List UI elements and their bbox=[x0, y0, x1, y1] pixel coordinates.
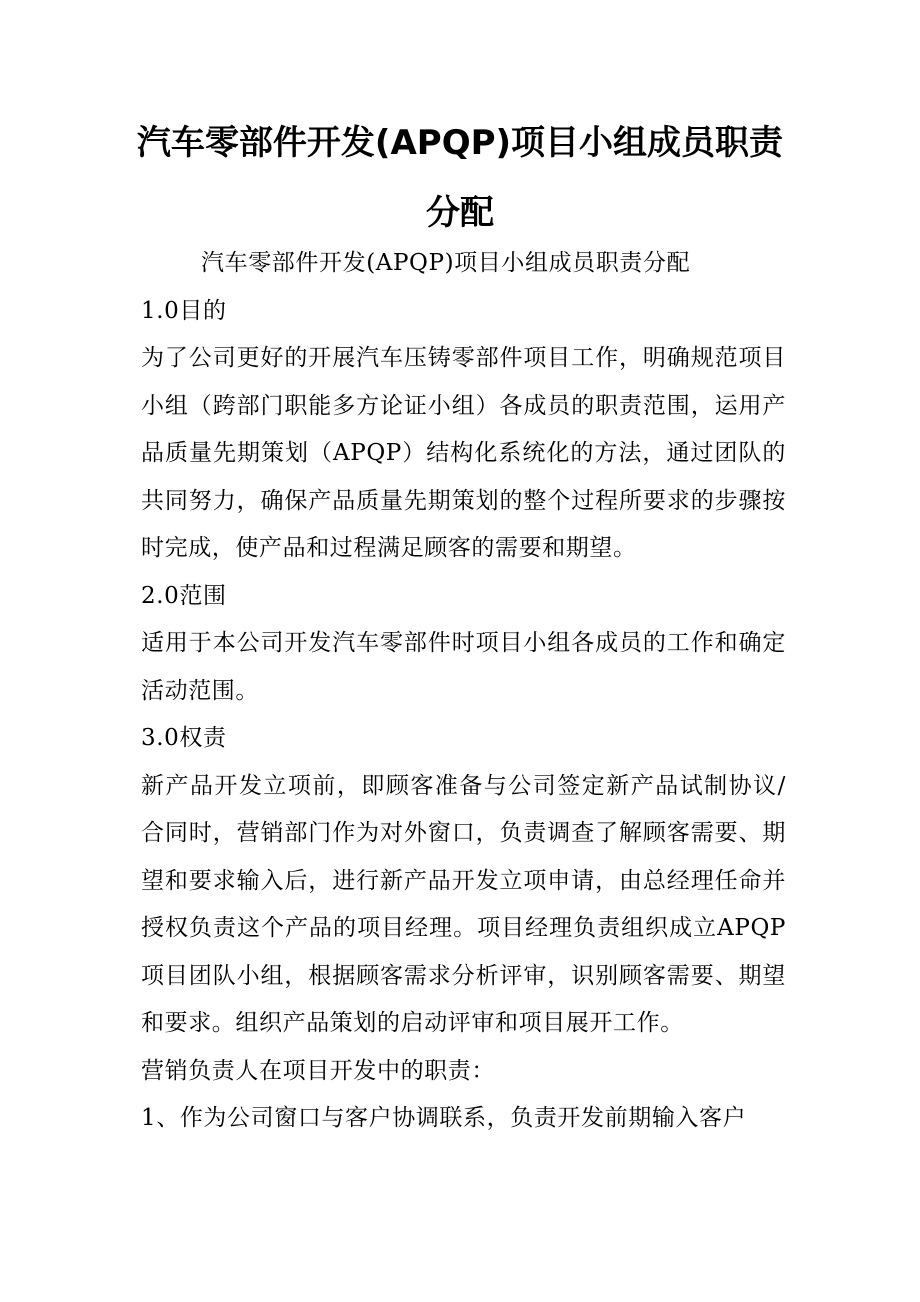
title-line-2: 分配 bbox=[426, 193, 494, 233]
paragraph-purpose: 为了公司更好的开展汽车压铸零部件项目工作，明确规范项目小组（跨部门职能多方论证小组）各成员的职责范围，运用产品质量先期策划（APQP）结构化系统化的方法，通过团队的共同努力，确保产品质量先期策划的整个过程所要求的步骤按时完成，使产品和过程满足顾客的需要和期望。 bbox=[141, 345, 786, 561]
title-line-1: 汽车零部件开发(APQP)项目小组成员职责 bbox=[136, 123, 784, 163]
document-body bbox=[141, 240, 786, 1143]
section-heading-purpose: 1.0目的 bbox=[141, 297, 227, 324]
paragraph-marketing-duties: 营销负责人在项目开发中的职责： bbox=[141, 1057, 495, 1084]
section-heading-responsibility: 3.0权责 bbox=[141, 725, 227, 751]
section-heading-scope: 2.0范围 bbox=[141, 582, 227, 609]
document-title bbox=[120, 108, 800, 248]
list-item-1: 1、作为公司窗口与客户协调联系，负责开发前期输入客户 bbox=[141, 1105, 747, 1131]
document-subtitle: 汽车零部件开发(APQP)项目小组成员职责分配 bbox=[201, 250, 691, 276]
paragraph-responsibility: 新产品开发立项前，即顾客准备与公司签定新产品试制协议/合同时，营销部门作为对外窗口，负责调查了解顾客需要、期望和要求输入后，进行新产品开发立项申请，由总经理任命并授权负责这个产品的项目经理。项目经理负责组织成立APQP项目团队小组，根据顾客需求分析评审，识别顾客需要、期望和要求。组织产品策划的启动评审和项目展开工作。 bbox=[141, 772, 786, 1036]
paragraph-scope: 适用于本公司开发汽车零部件时项目小组各成员的工作和确定活动范围。 bbox=[141, 630, 786, 704]
